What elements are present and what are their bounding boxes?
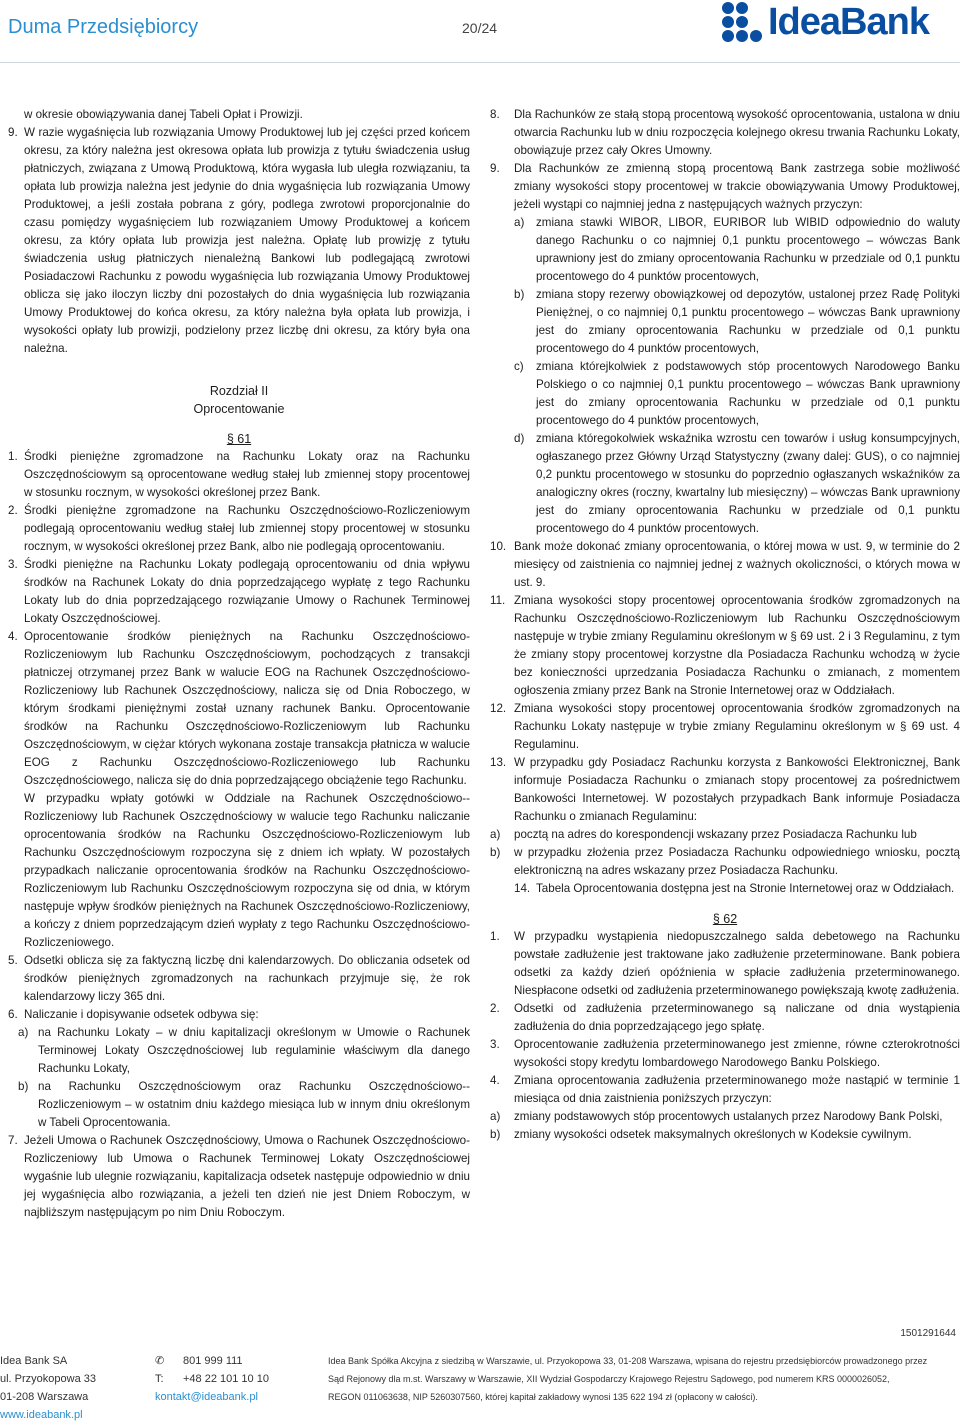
- ideabank-logo[interactable]: [722, 2, 929, 42]
- chapter-title: Oprocentowanie: [193, 402, 285, 416]
- list-item: 9. Dla Rachunków ze zmienną stopą procentową Bank zastrzega sobie możliwość zmiany wysokości stopy procentowej w trakcie obowiązywania Umowy Produktowej, jeżeli wystąpi co najmniej jedna z następujących ważnych przyczyn:: [490, 162, 960, 211]
- footer-address: [0, 1352, 140, 1424]
- sub-item: b) w przypadku złożenia przez Posiadacza Rachunku odpowiedniego wniosku, pocztą elektroniczną na adres wskazany przez Posiadacza Rachunku.: [490, 846, 960, 877]
- sub-item: a) zmiany podstawowych stóp procentowych ustalanych przez Narodowy Bank Polski,: [490, 1110, 943, 1123]
- list-item: 10. Bank może dokonać zmiany oprocentowania, o której mowa w ust. 9, w terminie do 2 miesięcy od zaistnienia co najmniej jednej z ważnych okoliczności, o których mowa w ust. 9.: [490, 540, 960, 589]
- header-divider: [0, 62, 960, 63]
- logo-text: IdeaBank: [768, 0, 929, 43]
- list-item: 3. Środki pieniężne na Rachunku Lokaty podlegają oprocentowaniu od dnia wpływu środków na Rachunek Lokaty do dnia poprzedzającego wypłatę z tego Rachunku Lokaty lub do dnia poprzedzającego rozwiązanie Umowy o Rachunek Terminowej Lokaty Oszczędnościowej.: [8, 558, 470, 625]
- footer-contact: [155, 1352, 305, 1406]
- list-item: 7. Jeżeli Umowa o Rachunek Oszczędnościowy, Umowa o Rachunek Oszczędnościowo-Rozliczeniowy lub Umowa o Rachunek Terminowej Lokaty Oszczędnościowej wygaśnie lub ulegnie rozwiązaniu, kapitalizacja odsetek następuje odpowiednio w dniu jej wygaśnięcia albo rozwiązania, a jeżeli ten dzień nie jest Dniem Roboczym, w najbliższym następującym po nim Dniu Roboczym.: [8, 1134, 470, 1219]
- sub-item: c) zmiana którejkolwiek z podstawowych stóp procentowych Narodowego Banku Polskiego o co najmniej 0,1 punktu procentowego – wówczas Bank uprawniony jest do zmiany oprocentowania Rachunku w przedziale od 0,1 punktu procentowego do 4 punktów procentowych,: [514, 360, 960, 427]
- sub-item: b) na Rachunku Oszczędnościowym oraz Rachunku Oszczędnościowo--Rozliczeniowym – w ostatnim dniu każdego miesiąca lub w innym dniu określonym w Tabeli Oprocentowania.: [18, 1080, 470, 1129]
- list-item: 4. Oprocentowanie środków pieniężnych na Rachunku Oszczędnościowo-Rozliczeniowym lub Rachunku Oszczędnościowym, pochodzących z transakcji płatniczej otrzymanej przez Bank w walucie EOG na Rachunek Oszczędnościowo-Rozliczeniowy lub Rachunek Oszczędnościowy, nalicza się od Dnia Roboczego, w którym środkami pieniężnymi został uznany rachunek Banku. Oprocentowanie środków na Rachunku Oszczędnościowo-Rozliczeniowym lub Rachunku Oszczędnościowym, w ciężar których wykonana zostaje transakcja płatnicza w walucie EOG z Rachunku Oszczędnościowo-Rozliczeniowego lub Rachunku Oszczędnościowego, nalicza się do dnia poprzedzającego obciążenie tego Rachunku. W przypadku wpłaty gotówki w Oddziale na Rachunek Oszczędnościowo--Rozliczeniowy lub Rachunek Oszczędnościowy w walucie tego Rachunku naliczanie oprocentowania środków na Rachunku Oszczędnościowo-Rozliczeniowym lub Rachunku Oszczędnościowym rozpoczyna się z dniem ich wpłaty. W pozostałych przypadkach naliczanie oprocentowania środków na Rachunku Oszczędnościowo-Rozliczeniowym lub Rachunku Oszczędnościowym rozpoczyna się od dnia, w którym następuje wpływ środków pieniężnych na Rachunek Oszczędnościowo-Rozliczeniowy, a kończy z dniem poprzedzającym dzień wypłaty z tego Rachunku Oszczędnościowo-Rozliczeniowego.: [8, 630, 470, 949]
- left-column: [8, 106, 470, 1222]
- tel-label: T:: [155, 1373, 164, 1385]
- sub-item: a) pocztą na adres do korespondencji wskazany przez Posiadacza Rachunku lub: [490, 828, 917, 841]
- list-item: 14. Tabela Oprocentowania dostępna jest na Stronie Internetowej oraz w Oddziałach.: [514, 882, 955, 895]
- tel-number: +48 22 101 10 10: [183, 1373, 269, 1385]
- phone-icon: ✆: [155, 1355, 165, 1367]
- document-number: 1501291644: [900, 1328, 956, 1339]
- hotline-number: 801 999 111: [183, 1355, 243, 1367]
- intro-text: w okresie obowiązywania danej Tabeli Opłat i Prowizji.: [24, 108, 303, 121]
- list-item: 1. W przypadku wystąpienia niedopuszczalnego salda debetowego na Rachunku powstałe zadłużenie jest traktowane jako zadłużenie przeterminowane. Bank pobiera odsetki za każdy dzień opóźnienia w spłacie zadłużenia przeterminowanego. Niespłacone odsetki od zadłużenia przeterminowanego powiększają kwotę zadłużenia.: [490, 930, 960, 997]
- publication-title: Duma Przedsiębiorcy: [8, 16, 199, 38]
- page-header: [0, 0, 960, 62]
- list-item: 3. Oprocentowanie zadłużenia przeterminowanego jest zmienne, równe czterokrotności wysokości stopy kredytu lombardowego Narodowego Banku Polskiego.: [490, 1038, 960, 1069]
- section-heading: § 62: [712, 912, 738, 926]
- list-item: 8. Dla Rachunków ze stałą stopą procentową wysokość oprocentowania, ustalona w dniu otwarcia Rachunku lub w dniu rozpoczęcia kolejnego okresu trwania Rachunku Lokaty, obowiązuje przez cały Okres Umowny.: [490, 108, 960, 157]
- sub-item: a) zmiana stawki WIBOR, LIBOR, EURIBOR lub WIBID odpowiednio do waluty danego Rachunku o co najmniej 0,1 punktu procentowego – wówczas Bank uprawniony jest do zmiany oprocentowania Rachunku w przedziale od 0,1 punktu procentowego do 4 punktów procentowych,: [514, 216, 960, 283]
- list-item: 2. Środki pieniężne zgromadzone na Rachunku Oszczędnościowo-Rozliczeniowym podlegają oprocentowaniu według stałej lub zmiennej stopy procentowej w stosunku rocznym, w wysokości określonej przez Bank, albo nie podlegają oprocentowaniu.: [8, 504, 470, 553]
- email-link[interactable]: kontakt@ideabank.pl: [155, 1391, 258, 1403]
- sub-item: b) zmiana stopy rezerwy obowiązkowej od depozytów, ustalonej przez Radę Polityki Pieniężnej, o co najmniej 0,1 punktu procentowego – wówczas Bank uprawniony jest do zmiany oprocentowania Rachunku w przedziale od 0,1 punktu procentowego do 4 punktów procentowych,: [514, 288, 960, 355]
- list-item: 11. Zmiana wysokości stopy procentowej oprocentowania środków zgromadzonych na Rachunku Oszczędnościowo-Rozliczeniowym lub Rachunku Oszczędnościowym następuje w trybie zmiany Regulaminu określonym w § 69 ust. 2 i 3 Regulaminu, z tym że zmiany stopy procentowej korzystne dla Posiadacza Rachunku wchodzą w życie bez konieczności uprzedzania Posiadacza Rachunku o zmianach, z momentem ogłoszenia zmiany przez Bank na Stronie Internetowej oraz w Oddziałach.: [490, 594, 960, 697]
- list-item: 1. Środki pieniężne zgromadzone na Rachunku Lokaty oraz na Rachunku Oszczędnościowym są oprocentowane według stałej lub zmiennej stopy procentowej w stosunku rocznym, w wysokości określonej przez Bank.: [8, 450, 470, 499]
- list-item: 13. W przypadku gdy Posiadacz Rachunku korzysta z Bankowości Elektronicznej, Bank informuje Posiadacza Rachunku o zmianach stopy procentowej za pośrednictwem Bankowości Internetowej. W pozostałych przypadkach Bank informuje Posiadacza Rachunku o zmianach Regulaminu:: [490, 756, 960, 823]
- chapter-heading: Rozdział II: [209, 384, 269, 398]
- list-item: 4. Zmiana oprocentowania zadłużenia przeterminowanego może nastąpić w terminie 1 miesiąca od dnia zaistnienia poniższych przyczyn:: [490, 1074, 960, 1105]
- street: ul. Przyokopowa 33: [0, 1373, 96, 1385]
- list-item: 9. W razie wygaśnięcia lub rozwiązania Umowy Produktowej lub jej części przed końcem okresu, za który należna jest okresowa opłata lub prowizja z tytułu świadczenia usług płatniczych, związana z Umową Produktową, która wygasła lub uległa rozwiązaniu, ta opłata lub prowizja należna jest jedynie do dnia wygaśnięcia lub rozwiązania Umowy Produktowej, a jeśli została pobrana z góry, podlega zwrotowi proporcjonalnie do czasu pomiędzy wygaśnięciem lub rozwiązaniem Umowy Produktowej a końcem okresu, za który opłata lub prowizja jest należna. Opłatę lub prowizję z tytułu świadczenia usług płatniczych nienależną Bankowi lub podlegającą zwrotowi Posiadaczowi Rachunku z powodu wygaśnięcia lub rozwiązania Umowy Produktowej oblicza się jako iloczyn liczby dni pozostałych do dnia wygaśnięcia lub rozwiązania Umowy Produktowej do końca okresu, za który należna była opłata lub prowizja, i wysokości opłaty lub prowizji, podzielony przez liczbę dni okresu, za który była ona należna.: [8, 126, 470, 355]
- list-item: 5. Odsetki oblicza się za faktyczną liczbę dni kalendarzowych. Do obliczania odsetek od środków pieniężnych zgromadzonych na rachunkach przyjmuje się, że rok kalendarzowy liczy 365 dni.: [8, 954, 470, 1003]
- company-name: Idea Bank SA: [0, 1355, 68, 1367]
- list-item: 12. Zmiana wysokości stopy procentowej oprocentowania środków zgromadzonych na Rachunku Lokaty następuje w trybie zmiany Regulaminu określonym w § 69 ust. 4 Regulaminu.: [490, 702, 960, 751]
- page-number: 20/24: [462, 20, 498, 36]
- list-item: 2. Odsetki od zadłużenia przeterminowanego są naliczane od dnia wystąpienia zadłużenia do dnia poprzedzającego jego spłatę.: [490, 1002, 960, 1033]
- website-link[interactable]: www.ideabank.pl: [0, 1409, 83, 1421]
- list-item: 6. Naliczanie i dopisywanie odsetek odbywa się:: [8, 1008, 259, 1021]
- sub-item: b) zmiany wysokości odsetek maksymalnych określonych w Kodeksie cywilnym.: [490, 1128, 912, 1141]
- sub-item: d) zmiana któregokolwiek wskaźnika wzrostu cen towarów i usług konsumpcyjnych, ogłaszanego przez Główny Urząd Statystyczny (zwany dalej: GUS), o co najmniej 0,2 punktu procentowego w stosunku do poprzednio ogłaszanych wskaźników za analogiczny okres (roczny, kwartalny lub miesięczny) – wówczas Bank uprawniony jest do zmiany oprocentowania Rachunku w przedziale od 0,1 punktu procentowego do 4 punktów procentowych.: [514, 432, 960, 535]
- section-heading: § 61: [226, 432, 252, 446]
- footer-legal: Idea Bank Spółka Akcyjna z siedzibą w Warszawie, ul. Przyokopowa 33, 01-208 Warszawa, wpisana do rejestru przedsiębiorców prowadzonego przez Sąd Rejonowy dla m.st. Warszawy w Warszawie, XII Wydział Gospodarczy Krajowego Rejestru Sądowego, pod numerem KRS 0000026052, REGON 011063638, NIP 5260307560, której kapitał zakładowy wynosi 135 622 194 zł (opłacony w całości).: [328, 1356, 928, 1402]
- right-column: [490, 106, 960, 1144]
- city: 01-208 Warszawa: [0, 1391, 89, 1403]
- sub-item: a) na Rachunku Lokaty – w dniu kapitalizacji określonym w Umowie o Rachunek Terminowej Lokaty Oszczędnościowej lub regulaminie właściwym dla danego Rachunku Lokaty,: [18, 1026, 470, 1075]
- logo-dots-icon: [722, 2, 762, 42]
